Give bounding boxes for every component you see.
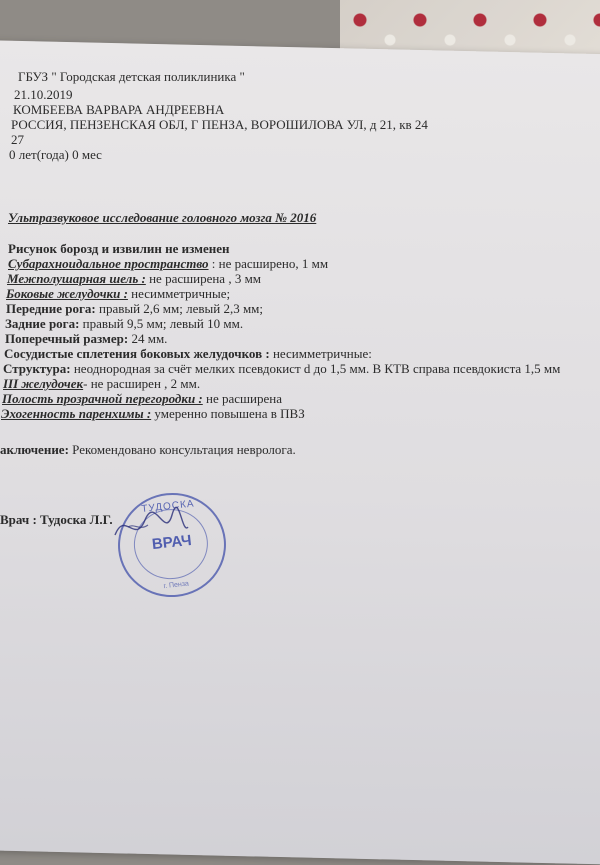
findings-row: [8, 256, 328, 271]
findings-value: не расширена: [202, 391, 282, 406]
findings-label: Задние рога:: [5, 316, 80, 331]
findings-row: [8, 241, 230, 256]
findings-label: Рисунок борозд и извилин не изменен: [8, 241, 230, 256]
patient-address-cont: 27: [11, 132, 24, 147]
handwritten-signature: [110, 505, 190, 545]
patient-address: РОССИЯ, ПЕНЗЕНСКАЯ ОБЛ, Г ПЕНЗА, ВОРОШИЛОВА УЛ, д 21, кв 24: [11, 117, 428, 132]
findings-label: Боковые желудочки :: [6, 286, 128, 301]
findings-row: [6, 301, 263, 316]
findings-value: : не расширено, 1 мм: [208, 256, 329, 271]
findings-label: Эхогенность паренхимы :: [1, 406, 152, 421]
findings-value: несимметричные;: [127, 286, 231, 301]
findings-label: Межполушарная шель :: [7, 271, 146, 286]
findings-row: [4, 346, 372, 361]
findings-value: умеренно повышена в ПВЗ: [151, 406, 305, 421]
findings-value: правый 9,5 мм; левый 10 мм.: [79, 316, 244, 331]
doctor-signature-line: Врач : Тудоска Л.Г.: [0, 512, 113, 527]
findings-label: Субарахноидальное пространство: [8, 256, 209, 271]
findings-label: Сосудистые сплетения боковых желудочков :: [4, 346, 270, 361]
conclusion-label: аключение:: [0, 442, 69, 457]
report-title: Ультразвуковое исследование головного мозга № 2016: [8, 210, 317, 225]
patient-age: 0 лет(года) 0 мес: [9, 147, 102, 162]
findings-row: [5, 316, 243, 331]
findings-row: [3, 376, 200, 391]
findings-value: несимметричные:: [269, 346, 372, 361]
findings-value: не расширена , 3 мм: [145, 271, 262, 286]
report-date: 21.10.2019: [14, 87, 73, 102]
findings-row: [2, 391, 282, 406]
findings-label: Передние рога:: [6, 301, 96, 316]
findings-value: правый 2,6 мм; левый 2,3 мм;: [95, 301, 264, 316]
findings-row: [6, 286, 230, 301]
findings-label: Полость прозрачной перегородки :: [2, 391, 203, 406]
findings-row: [1, 406, 305, 421]
conclusion-text: Рекомендовано консультация невролога.: [68, 442, 296, 457]
findings-label: Структура:: [3, 361, 71, 376]
findings-value: 24 мм.: [128, 331, 168, 346]
stamp-top-text: ТУДОСКА: [140, 498, 196, 515]
findings-value: неоднородная за счёт мелких псевдокист d до 1,5 мм. В КТВ справа псевдокиста 1,5 мм: [70, 361, 561, 376]
findings-label: Поперечный размер:: [5, 331, 129, 346]
findings-row: [7, 271, 261, 286]
stamp-bottom-text: г. Пенза: [163, 580, 190, 591]
stamp-center-text: ВРАЧ: [151, 531, 193, 554]
findings-row: [3, 361, 560, 376]
findings-row: [5, 331, 167, 346]
findings-value: - не расширен , 2 мм.: [83, 376, 201, 391]
findings-label: III желудочек: [3, 376, 84, 391]
clinic-name: ГБУЗ " Городская детская поликлиника ": [18, 69, 245, 84]
patient-name: КОМБЕЕВА ВАРВАРА АНДРЕЕВНА: [13, 102, 225, 117]
conclusion: [0, 442, 296, 457]
